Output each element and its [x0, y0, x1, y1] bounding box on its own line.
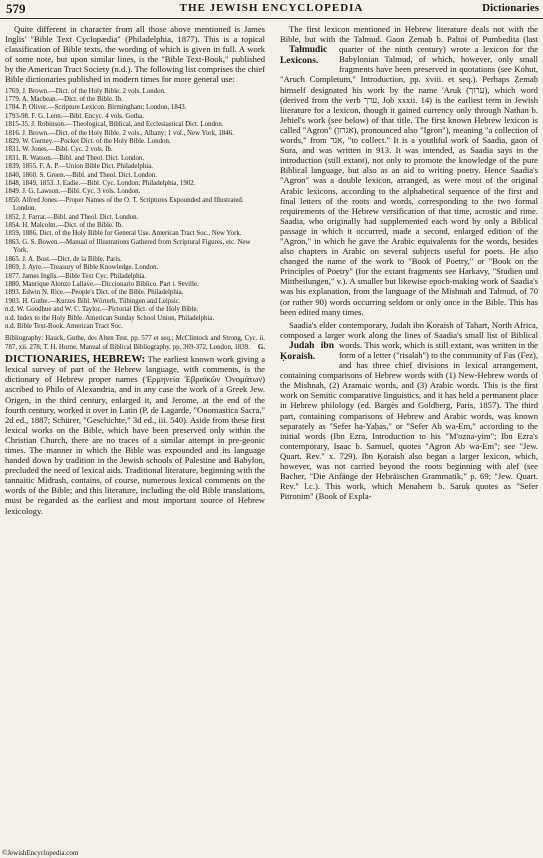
bibliography-signature: G.	[257, 343, 265, 351]
page-number: 579	[6, 1, 26, 16]
paragraph-lead: The first lexicon mentioned in Hebrew literature deals not with the Bible, but with the Talmud. Gaon Ẓemaḥ b. Paltoi of Pumbedita (last quarter of the ninth century) wrote a lexicon	[280, 24, 538, 55]
article-paragraph: The earliest known work giving a lexical survey of part of the Hebrew language, with comments, is the dictionary of Hebrew proper names ('Ερμηνεία Ἑβραϊκῶν Ὀνομάτων) ascribed to Philo of Alexandria, and in any case the work of a Greek Jew. Origen, in the third century, enlarged it, and Jerome, at the end of the fourth century, worked it over in Latin (P. de Lagarde, "Onomastica Sacra," 2d ed., 1887; Schürer, "Geschichte," 3d ed., iii. 540). Aside from these first lexical works on the Bible, which have been preserved only within the Christian Church, there are no traces of a similar attempt in pre-geonic times. The manner in which the Bible was expounded and its language handed down by tradition in the Jewish schools of Palestine and Babylon, precluded the need of lexical aids. Traditional literature, beginning with the tannaitic Midrash, contains, of course, numerous lexical comments on the words of the Bible; and this literature, including the old Bible translations, must be regarded as the earliest and most important source of Hebrew lexicology.	[5, 354, 266, 516]
paragraph-talmudic-lexicons	[280, 24, 538, 317]
bib-list-item: 1815-35. J. Robinson.—Theological, Biblical, and Ecclesiastical Dict. London.	[5, 121, 224, 129]
bible-dictionary-list	[5, 88, 265, 332]
bib-list-item: 1903. H. Guthe.—Kurzes Bibl. Wörterb. Tübingen and Leipsic.	[5, 297, 181, 305]
bib-list-item: 1769. J. Brown.—Dict. of the Holy Bible. 2 vols. London.	[5, 87, 166, 95]
bib-list-item: 1863. G. S. Bowen.—Manual of Illustrations Gathered from Scriptural Figures, etc. New York.	[5, 238, 251, 255]
bib-list-item: n.d. Index to the Holy Bible. American Sunday School Union, Philadelphia.	[5, 314, 215, 322]
bib-list-item: n.d. W. Goodhue and W. C. Taylor.—Pictorial Dict. of the Holy Bible.	[5, 306, 199, 314]
left-column	[5, 24, 265, 519]
copyright-footer: ©JewishEncyclopedia.com	[2, 849, 79, 857]
bib-list-item: 1784. P. Oliver.—Scripture Lexicon. Birmingham; London, 1843.	[5, 104, 187, 112]
bib-list-item: 1839, 1855. F. A. P.—Union Bible Dict. Philadelphia.	[5, 163, 153, 171]
sidenote-judah-ibn-koraish: Judah ibn Ḳoraish.	[280, 340, 334, 362]
running-title: THE JEWISH ENCYCLOPEDIA	[179, 2, 364, 14]
bib-list-item: 1877. James Inglis.—Bible Text Cyc. Philadelphia.	[5, 272, 147, 280]
paragraph-judah-ibn-koraish	[280, 320, 538, 502]
article-opening	[5, 354, 265, 516]
bib-list-item: n.d. Bible Text-Book. American Tract Soc.	[5, 322, 123, 330]
bibliography	[5, 335, 265, 352]
bib-list-item: 1852. J. Farrar.—Bibl. and Theol. Dict. London.	[5, 213, 139, 221]
bib-list-item: 1816. J. Brown.—Dict. of the Holy Bible. 2 vols., Albany; 1 vol., New York, 1846.	[5, 129, 234, 137]
bib-list-item: 1831. W. Jones.—Bibl. Cyc. 2 vols. Ib.	[5, 146, 113, 154]
bib-list-item: 1869. J. Ayre.—Treasury of Bible Knowledge. London.	[5, 264, 159, 272]
bib-list-item: 1779. A. Macbean.—Dict. of the Bible. Ib.	[5, 95, 123, 103]
bib-list-item: 1893. Edwin N. Rice.—People's Dict. of the Bible. Philadelphia.	[5, 289, 184, 297]
bib-list-item: 1848, 1849, 1853. J. Eadie.—Bibl. Cyc. London; Philadelphia, 1902.	[5, 180, 196, 188]
paragraph-body: for the Babylonian Talmud, of which, however, only small fragments have been preserved in quotations (see Kohut, "Aruch Completum," Introduction, pp. xviii. et seq.). Perhaps Ẓemaḥ himself designated his work by the name 'Aruk (ערוך), which word (derived from the verb ערך, Job xxxii. 14) is the earliest term in Jewish literature for a lexicon, though it gained currency only through Nathan b. Jehiel's work (see below) of that title. The first known Hebrew lexicon is called "Agron" (אגרון), pronounced also "Igron"), meaning "a collection of words," from אגר, "to collect." It is a youthful work of Saadia, gaon of Sura, and was written in 913. It was intended, as Saadia says in the introduction (still extant), not only to promote the knowledge of the pure Biblical language, but also as an aid to writing poetry. Hence Saadia's "Agron" was a double lexicon, arranged, as were most of the original Arabic lexicons, according to the alphabetical sequence of the first and final letters of the roots and words, corresponding to the two formal requirements of the Hebrew versification of that time, acrostic and rime. Saadia, who originally had supplemented each word by only a Biblical passage in which it occurred, made a second, enlarged edition of the "Agron," in which he gave the Arabic equivalents for the words, besides also chapters in Arabic on several subjects useful for poets. He also changed the name of the work to "Book of Poetry," or "Book on the Principles of Poetry" (for the extant fragments see Harkavy, "Studien und Mittheilungen," v.). A smaller but likewise epoch-making work of Saadia's was his explanation, from the language of the Mishnah and Talmud, of 70 (or rather 90) words occurring seldom or only once in the Bible. This has been edited many times.	[280, 44, 539, 317]
right-column	[280, 24, 538, 504]
intro-paragraph: Quite different in character from all those above mentioned is James Inglis' "Bible Text Cyclopædia" (Philadelphia, 1877). This is a topical classification of Bible texts, the wording of which is given in full. A work of some note, but upon similar lines, is the "Bible Text-Book," published by the American Tract Society (n.d.). The following list comprises the chief Bible dictionaries published in modern times for more general use:	[5, 24, 265, 85]
paragraph-lead: Saadia's elder contemporary, Judah ibn Ḳoraish of Tahart, North Africa, composed a larger work along the lines of Saadia's small list of	[280, 319, 538, 340]
bib-list-item: 1829. W. Gurney.—Pocket Dict. of the Holy Bible. London.	[5, 138, 171, 145]
bib-list-item: 1880. Manrique Alonzo Lallave.—Diccionario Biblico. Part i. Seville.	[5, 280, 199, 288]
bib-list-item: 1854. H. Malcolm.—Dict. of the Bible. Ib.	[5, 222, 123, 230]
paragraph-body: Biblical words. This work, which is still extant, was written in the form of a letter ("risalah") to the community of Fas (Fez), and has three chief divisions in lexical arrangement, containing comparisons of Hebrew words with (1) New-Hebrew words of the Mishnah, (2) Aramaic words, and (3) Arabic words. This is the first work on Semitic comparative linguistics, and it has held a permanent place in Hebrew philology (ed. Bargès and Goldberg, Paris, 1857). The third part, containing comparisons of Hebrew and Arabic words, was known separately as "Sefer ha-Yaḥas," or "Sefer Ab wa-Em," according to the initial words (Ibn Ezra, Introduction to his "M'ozna-yim"; Ibn Ezra's contemporary, Isaac b. Samuel, quotes "Agron Ab wa-Em"; see "Jew. Quart. Rev." x. 729). Ibn Ḳoraish also began a larger lexicon, which, however, was not carried beyond the roots beginning with alef (see Bacher, "Die Anfänge der Hebräischen Grammatik," p. 69; "Jew. Quart. Rev." l.c.). This work, which Menahem b. Saruḳ quotes as "Sefer Pitronim" (Book of Expla-	[280, 329, 538, 502]
bib-list-item: 1793-98. F. G. Lenn.—Bibl. Encyc. 4 vols. Gotha.	[5, 112, 144, 120]
sidenote-talmudic-lexicons: Talmudic Lexicons.	[280, 45, 328, 67]
bib-list-item: 1840, 1860. S. Green.—Bibl. and Theol. Dict. London.	[5, 171, 158, 179]
bib-list-item: 1865. J. A. Bost.—Dict. de la Bible. Paris.	[5, 255, 122, 263]
bib-list-item: 1849. J. G. Lawson.—Bibl. Cyc. 3 vols. London.	[5, 188, 141, 196]
bib-list-item: 1831. R. Watson.—Bibl. and Theol. Dict. London.	[5, 154, 145, 162]
bib-list-item: 1859, 1886. Dict. of the Holy Bible for General Use. American Tract Soc., New York.	[5, 230, 242, 238]
page-header	[0, 0, 543, 19]
bibliography-text: Bibliography: Hauck, Guthe, des Alten Test. pp. 577 et seq.; McClintock and Strong, Cyc. ii. 787, xii. 278; T. H. Horne, Manual of Biblical Bibliography, pp. 369-372, London, 1839.	[5, 335, 265, 351]
section-title: Dictionaries	[482, 2, 539, 14]
article-title: DICTIONARIES, HEBREW:	[5, 353, 146, 366]
bib-list-item: 1850. Alfred Jones.—Proper Names of the O. T. Scriptures Expounded and Illustrated. London.	[5, 196, 244, 213]
